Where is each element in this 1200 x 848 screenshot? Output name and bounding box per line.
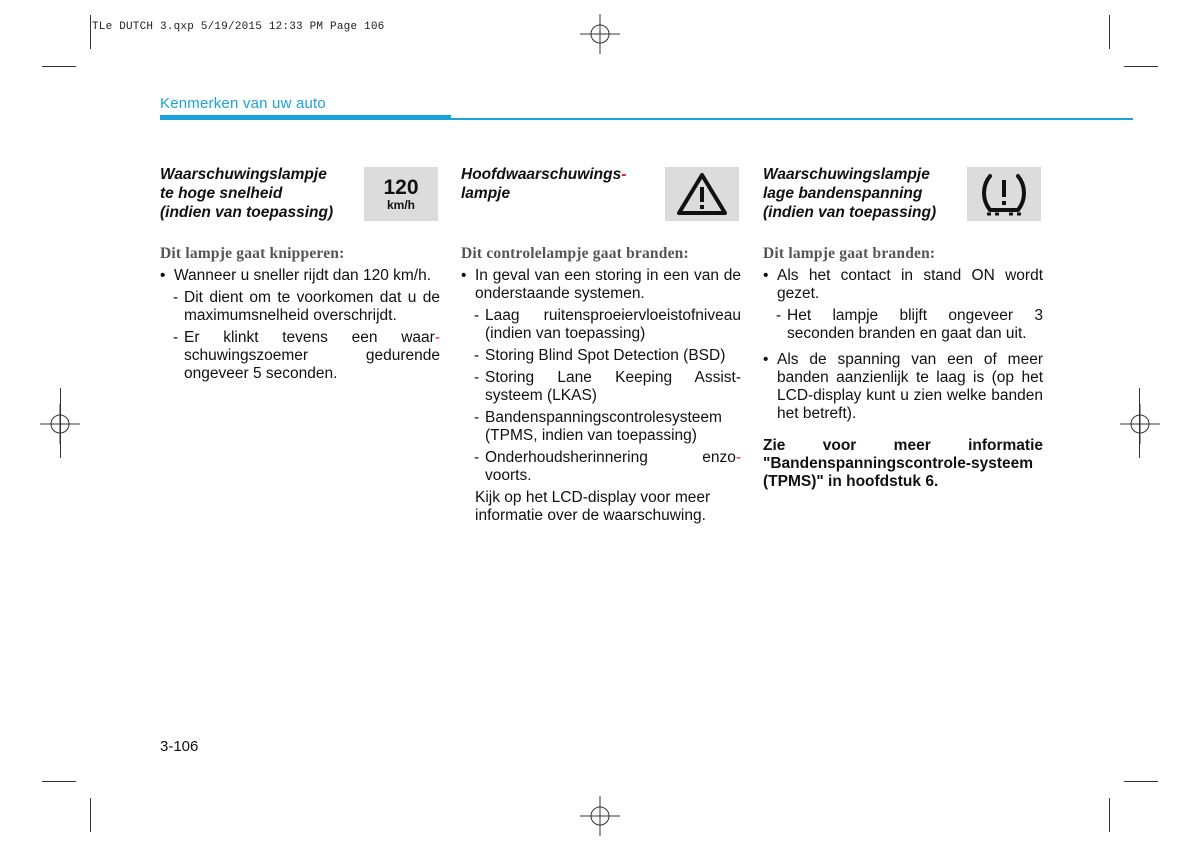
crop-mark [42,66,76,67]
crop-mark [90,15,91,49]
page-number: 3-106 [160,738,199,755]
section-rule-thick [160,115,451,120]
registration-mark-icon [1120,404,1160,444]
speed-warning-lead: Dit lampje gaat knipperen: [160,245,345,262]
registration-mark-icon [580,14,620,54]
tire-pressure-lead: Dit lampje gaat branden: [763,245,936,262]
crop-mark [1124,781,1158,782]
master-warning-heading [461,165,741,245]
section-rule-thin [451,118,1133,120]
title-line: Waarschuwingslampje [160,166,327,183]
list-item [461,449,741,485]
tire-pressure-heading [763,165,1043,245]
column-speed-warning [160,165,440,387]
title-line: (indien van toepassing) [160,204,334,221]
speed-icon-value: 120 [383,176,419,199]
hyphen-mark: - [621,166,627,183]
tire-pressure-reference: Zie voor meer informatie "Bandenspanningscontrole-systeem (TPMS)" in hoofdstuk 6. [763,437,1043,490]
crop-mark [42,781,76,782]
speed-warning-title [160,165,333,222]
list-item: - Dit dient om te voorkomen dat u de maximumsnelheid overschrijdt. [160,289,440,325]
hyphen-mark: - [434,329,440,346]
text-part: Onderhoudsherinnering enzo [485,449,736,466]
title-line: Hoofdwaarschuwings [461,166,622,183]
warning-triangle-icon [665,167,739,221]
list-item: - Storing Blind Spot Detection (BSD) [461,347,741,365]
speed-icon-unit: km/h [386,198,415,212]
hyphen-mark: - [735,449,741,466]
list-item: - Laag ruitensproeiervloeistofniveau (indien van toepassing) [461,307,741,343]
tire-pressure-title [763,165,936,222]
crop-mark [60,388,61,458]
text-part: voorts. [485,467,532,484]
print-header: TLe DUTCH 3.qxp 5/19/2015 12:33 PM Page 106 [92,21,385,33]
speed-120-icon [364,167,438,221]
text-part: Er klinkt tevens een waar [184,329,435,346]
list-item: • Als de spanning van een of meer banden aanzienlijk te laag is (op het LCD-display kunt u zien welke banden het betreft). [763,351,1043,423]
list-item: • In geval van een storing in een van de onderstaande systemen. [461,267,741,303]
registration-mark-icon [580,796,620,836]
list-item: - Het lampje blijft ongeveer 3 seconden branden en gaat dan uit. [763,307,1043,343]
tire-pressure-icon [967,167,1041,221]
master-warning-lead: Dit controlelampje gaat branden: [461,245,689,262]
column-master-warning [461,165,741,525]
list-item: • Als het contact in stand ON wordt gezet. [763,267,1043,303]
list-item: - Storing Lane Keeping Assist-systeem (LKAS) [461,369,741,405]
list-item: - Bandenspanningscontrolesysteem (TPMS, indien van toepassing) [461,409,741,445]
crop-mark [1109,15,1110,49]
master-warning-title [461,165,626,203]
title-line: te hoge snelheid [160,185,283,202]
list-item: • Wanneer u sneller rijdt dan 120 km/h. [160,267,440,285]
section-title: Kenmerken van uw auto [160,95,326,112]
list-item [160,329,440,383]
crop-mark [90,798,91,832]
master-warning-note: Kijk op het LCD-display voor meer informatie over de waarschuwing. [475,489,711,524]
crop-mark [1109,798,1110,832]
crop-mark [1139,388,1140,458]
title-line: lampje [461,185,511,202]
title-line: lage bandenspanning [763,185,923,202]
title-line: (indien van toepassing) [763,204,937,221]
title-line: Waarschuwingslampje [763,166,930,183]
crop-mark [1124,66,1158,67]
text-part: schuwingszoemer gedurende ongeveer 5 seconden. [184,347,440,382]
speed-warning-heading [160,165,440,245]
column-tire-pressure [763,165,1043,491]
